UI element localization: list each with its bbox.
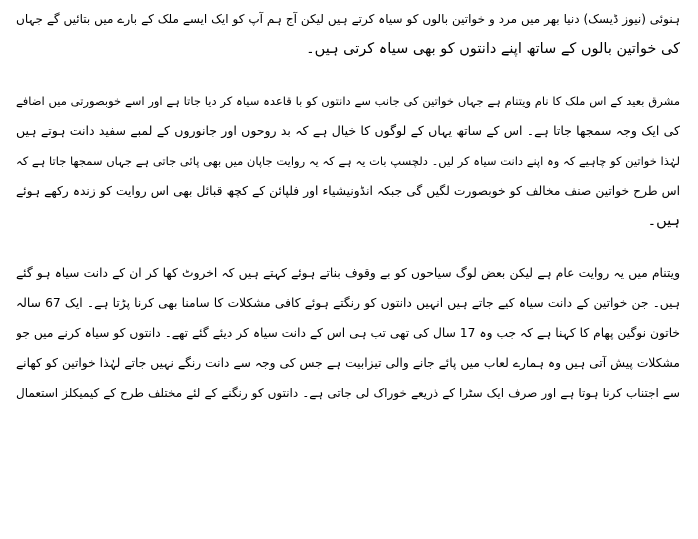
paragraph-line: خاتون نوگین پھام کا کہنا ہے کہ جب وہ 17 سال کی تھی تب ہی اس کے دانت سیاہ کر دیئے گئے تھے۔ دانتوں کو سیاہ کرنے میں جو <box>16 326 680 340</box>
paragraph-line: ہنوئی (نیوز ڈیسک) دنیا بھر میں مرد و خواتین بالوں کو سیاہ کرتے ہیں لیکن آج ہم آپ کو ایک ایسے ملک کے بارے میں بتائیں گے جہاں <box>16 12 680 26</box>
paragraph-line: مشرق بعید کے اس ملک کا نام ویتنام ہے جہاں خواتین کی جانب سے دانتوں کو با قاعدہ سیاہ کر دیا جاتا ہے اور اسے خوبصورتی میں اضافے <box>16 94 680 108</box>
paragraph-line: لہٰذا خواتین کو چاہیے کہ وہ اپنے دانت سیاہ کر لیں۔ دلچسپ بات یہ ہے کہ یہ روایت جاپان میں بھی پائی جاتی ہے جہاں سمجھا جاتا ہے کہ <box>16 154 680 168</box>
paragraph-tradition <box>16 86 680 236</box>
paragraph-intro <box>16 4 680 64</box>
paragraph-line: سے اجتناب کرنا ہوتا ہے اور صرف ایک سٹرا کے ذریعے خوراک لی جاتی ہے۔ دانتوں کو رنگنے کے لئے مختلف طرح کے کیمیکلز استعمال <box>16 386 680 400</box>
paragraph-line: اس طرح خواتین صنف مخالف کو خوبصورت لگیں گی جبکہ انڈونیشیاء اور فلپائن کے کچھ قبائل بھی اس روایت کو زندہ رکھے ہوئے <box>16 184 680 198</box>
paragraph-line: مشکلات پیش آتی ہیں وہ ہمارے لعاب میں پائے جانے والی تیزابیت ہے جس کی وجہ سے دانت رنگے نہیں جاتے لہٰذا خواتین کو کھانے <box>16 356 680 370</box>
paragraph-line: ویتنام میں یہ روایت عام ہے لیکن بعض لوگ سیاحوں کو بے وقوف بناتے ہوئے کہتے ہیں کہ اخروٹ کھا کر ان کے دانت سیاہ ہو گئے <box>16 266 680 280</box>
paragraph-line: کی خواتین بالوں کے ساتھ اپنے دانتوں کو بھی سیاہ کرتی ہیں۔ <box>306 41 680 57</box>
paragraph-line: کی ایک وجہ سمجھا جاتا ہے۔ اس کے ساتھ یہاں کے لوگوں کا خیال ہے کہ بد روحوں اور جانوروں کے لمبے سفید دانت ہوتے ہیں <box>16 123 680 138</box>
paragraph-line: ہیں۔ جن خواتین کے دانت سیاہ کیے جاتے ہیں انہیں دانتوں کو رنگتے ہوئے کافی مشکلات کا سامنا بھی کرنا پڑتا ہے۔ ایک 67 سالہ <box>16 296 680 310</box>
paragraph-difficulties <box>16 258 680 408</box>
paragraph-line: ہیں۔ <box>647 213 680 229</box>
